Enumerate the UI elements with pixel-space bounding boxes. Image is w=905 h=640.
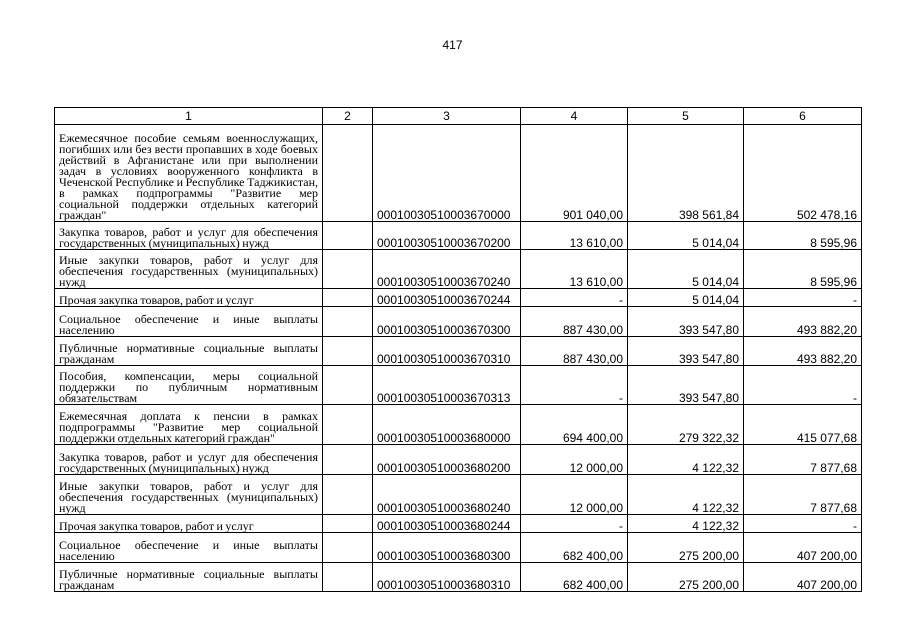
header-col-1: 1 — [55, 108, 323, 125]
row-description: Закупка товаров, работ и услуг для обеспечения государственных (муниципальных) нужд — [55, 445, 323, 475]
row-value-4: - — [521, 515, 628, 533]
header-col-3: 3 — [373, 108, 521, 125]
table-row — [55, 125, 862, 222]
row-value-5: 393 547,80 — [628, 366, 744, 405]
row-col2 — [323, 366, 373, 405]
row-code: 00010030510003670300 — [373, 307, 521, 337]
row-code: 00010030510003670240 — [373, 250, 521, 289]
table-row — [55, 533, 862, 563]
header-col-2: 2 — [323, 108, 373, 125]
row-col2 — [323, 445, 373, 475]
row-value-4: - — [521, 366, 628, 405]
table-row — [55, 307, 862, 337]
row-code: 00010030510003680300 — [373, 533, 521, 563]
row-value-6: 407 200,00 — [744, 533, 862, 563]
row-value-5: 5 014,04 — [628, 222, 744, 250]
table-row — [55, 475, 862, 515]
row-value-4: 682 400,00 — [521, 563, 628, 592]
row-col2 — [323, 289, 373, 307]
row-value-5: 393 547,80 — [628, 337, 744, 366]
row-value-6: 7 877,68 — [744, 475, 862, 515]
row-description: Ежемесячное пособие семьям военнослужащих, погибших или без вести пропавших в ходе боевых действий в Афганистане или при выполнении задач в условиях вооруженного конфликта в Чеченской Республике и Республике Таджикистан, в рамках подпрограммы "Развитие мер социальной поддержки отдельных категорий граждан" — [55, 125, 323, 222]
row-description: Социальное обеспечение и иные выплаты населению — [55, 533, 323, 563]
table-row — [55, 515, 862, 533]
row-code: 00010030510003670313 — [373, 366, 521, 405]
row-value-6: 8 595,96 — [744, 250, 862, 289]
row-code: 00010030510003670244 — [373, 289, 521, 307]
row-value-4: 887 430,00 — [521, 337, 628, 366]
row-code: 00010030510003670000 — [373, 125, 521, 222]
row-value-5: 4 122,32 — [628, 445, 744, 475]
table-row — [55, 563, 862, 592]
row-code: 00010030510003680000 — [373, 405, 521, 445]
row-value-5: 4 122,32 — [628, 475, 744, 515]
row-code: 00010030510003680244 — [373, 515, 521, 533]
table-row — [55, 250, 862, 289]
row-code: 00010030510003680200 — [373, 445, 521, 475]
row-col2 — [323, 563, 373, 592]
row-value-4: 13 610,00 — [521, 222, 628, 250]
row-value-5: 275 200,00 — [628, 533, 744, 563]
header-col-4: 4 — [521, 108, 628, 125]
row-value-6: 7 877,68 — [744, 445, 862, 475]
row-value-4: - — [521, 289, 628, 307]
table-row — [55, 222, 862, 250]
row-description: Публичные нормативные социальные выплаты гражданам — [55, 337, 323, 366]
row-code: 00010030510003680310 — [373, 563, 521, 592]
table-row — [55, 337, 862, 366]
row-value-4: 12 000,00 — [521, 445, 628, 475]
row-value-4: 694 400,00 — [521, 405, 628, 445]
page-number: 417 — [442, 38, 463, 52]
row-description: Прочая закупка товаров, работ и услуг — [55, 515, 323, 533]
table-row — [55, 445, 862, 475]
row-value-5: 275 200,00 — [628, 563, 744, 592]
row-col2 — [323, 125, 373, 222]
row-value-5: 5 014,04 — [628, 250, 744, 289]
row-value-6: 493 882,20 — [744, 337, 862, 366]
row-value-4: 901 040,00 — [521, 125, 628, 222]
row-value-5: 398 561,84 — [628, 125, 744, 222]
row-col2 — [323, 405, 373, 445]
row-value-6: 502 478,16 — [744, 125, 862, 222]
row-code: 00010030510003680240 — [373, 475, 521, 515]
row-description: Ежемесячная доплата к пенсии в рамках подпрограммы "Развитие мер социальной поддержки отдельных категорий граждан" — [55, 405, 323, 445]
row-col2 — [323, 250, 373, 289]
row-code: 00010030510003670310 — [373, 337, 521, 366]
row-value-5: 4 122,32 — [628, 515, 744, 533]
row-description: Пособия, компенсации, меры социальной поддержки по публичным нормативным обязательствам — [55, 366, 323, 405]
table-body — [55, 125, 862, 592]
row-value-6: 493 882,20 — [744, 307, 862, 337]
row-col2 — [323, 515, 373, 533]
row-col2 — [323, 337, 373, 366]
budget-table — [54, 107, 862, 592]
row-value-6: - — [744, 515, 862, 533]
row-col2 — [323, 533, 373, 563]
row-description: Публичные нормативные социальные выплаты гражданам — [55, 563, 323, 592]
row-value-5: 279 322,32 — [628, 405, 744, 445]
row-value-6: 407 200,00 — [744, 563, 862, 592]
row-value-5: 5 014,04 — [628, 289, 744, 307]
row-description: Иные закупки товаров, работ и услуг для обеспечения государственных (муниципальных) нужд — [55, 475, 323, 515]
table-row — [55, 366, 862, 405]
row-value-4: 12 000,00 — [521, 475, 628, 515]
header-col-5: 5 — [628, 108, 744, 125]
row-value-5: 393 547,80 — [628, 307, 744, 337]
row-value-4: 682 400,00 — [521, 533, 628, 563]
row-col2 — [323, 307, 373, 337]
row-col2 — [323, 222, 373, 250]
table-row — [55, 405, 862, 445]
row-value-6: 8 595,96 — [744, 222, 862, 250]
table-header — [55, 108, 862, 125]
header-col-6: 6 — [744, 108, 862, 125]
row-description: Иные закупки товаров, работ и услуг для обеспечения государственных (муниципальных) нужд — [55, 250, 323, 289]
table-row — [55, 289, 862, 307]
row-description: Прочая закупка товаров, работ и услуг — [55, 289, 323, 307]
row-value-4: 13 610,00 — [521, 250, 628, 289]
row-value-6: - — [744, 366, 862, 405]
row-value-4: 887 430,00 — [521, 307, 628, 337]
row-value-6: - — [744, 289, 862, 307]
row-description: Социальное обеспечение и иные выплаты населению — [55, 307, 323, 337]
header-row — [55, 108, 862, 125]
row-value-6: 415 077,68 — [744, 405, 862, 445]
row-code: 00010030510003670200 — [373, 222, 521, 250]
row-col2 — [323, 475, 373, 515]
row-description: Закупка товаров, работ и услуг для обеспечения государственных (муниципальных) нужд — [55, 222, 323, 250]
